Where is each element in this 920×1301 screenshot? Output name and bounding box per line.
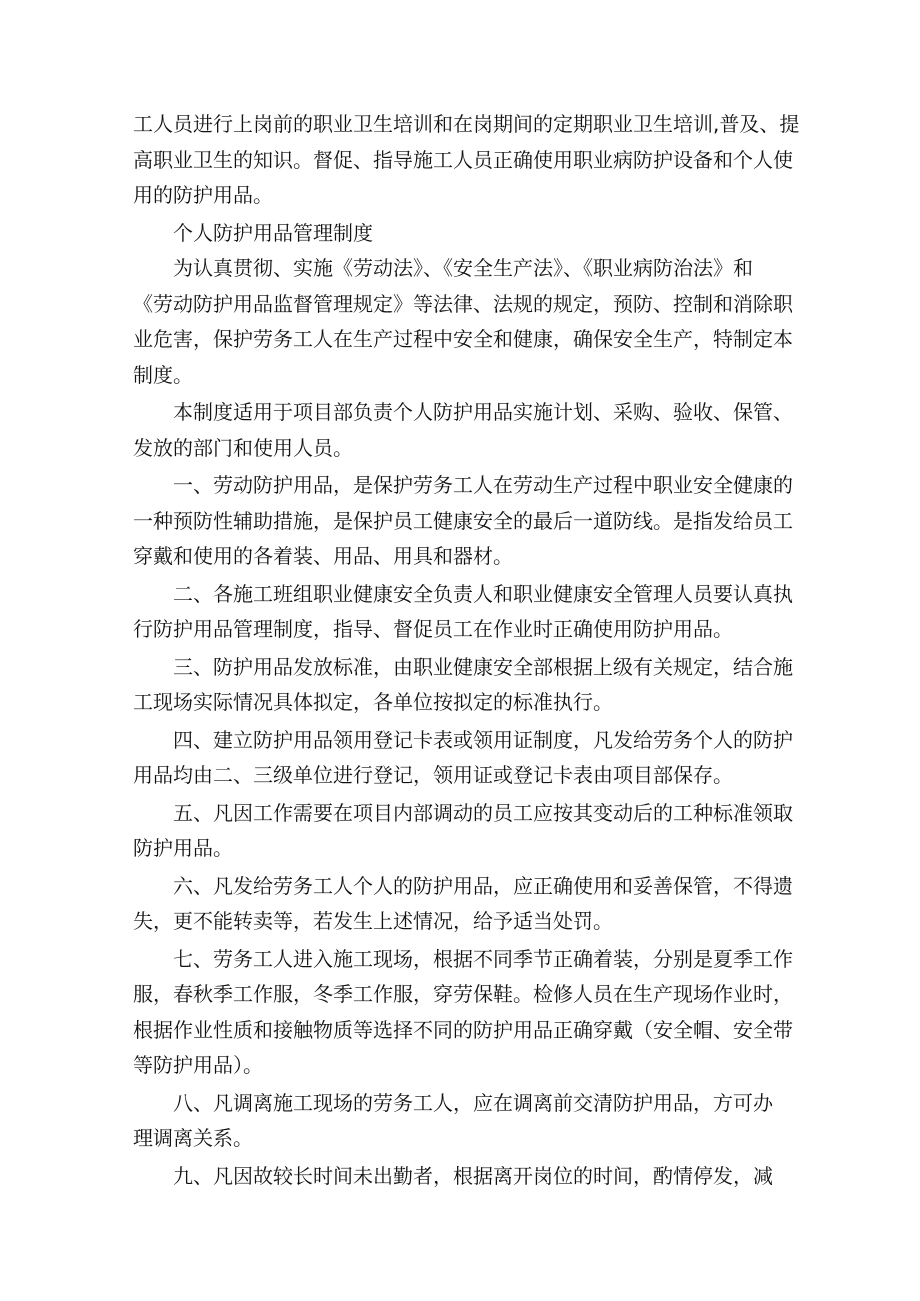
text-line: 穿戴和使用的各着装、用品、用具和器材。: [133, 544, 513, 568]
text-line: 《劳动防护用品监督管理规定》等法律、法规的规定，预防、控制和消除职: [133, 291, 793, 316]
text-line: 为认真贯彻、实施《劳动法》、《安全生产法》、《职业病防治法》和: [173, 256, 753, 280]
text-line: 四、建立防护用品领用登记卡表或领用证制度，凡发给劳务个人的防护: [173, 727, 793, 752]
clause-8: [133, 1086, 803, 1157]
text-line: 一、劳动防护用品，是保护劳务工人在劳动生产过程中职业安全健康的: [173, 473, 793, 497]
text-line: 行防护用品管理制度，指导、督促员工在作业时正确使用防护用品。: [133, 617, 733, 641]
text-line: 服，春秋季工作服，冬季工作服，穿劳保鞋。检修人员在生产现场作业时，: [133, 982, 793, 1006]
section-heading: [133, 216, 803, 252]
text-line: 高职业卫生的知识。督促、指导施工人员正确使用职业病防护设备和个人使: [133, 147, 793, 172]
text-line: 九、凡因故较长时间未出勤者，根据离开岗位的时间，酌情停发，减: [173, 1163, 773, 1188]
text-line: 制度。: [133, 362, 193, 387]
paragraph-scope: [133, 395, 803, 466]
clause-2: [133, 577, 803, 648]
text-line: 本制度适用于项目部负责个人防护用品实施计划、采购、验收、保管、: [173, 400, 793, 424]
text-line: 业危害，保护劳务工人在生产过程中安全和健康，确保安全生产，特制定本: [133, 327, 793, 351]
text-line: 等防护用品）。: [133, 1053, 263, 1077]
clause-7: [133, 942, 803, 1084]
clause-6: [133, 869, 803, 940]
text-line: 根据作业性质和接触物质等选择不同的防护用品正确穿戴（安全帽、安全带: [133, 1017, 793, 1042]
text-line: 七、劳务工人进入施工现场，根据不同季节正确着装，分别是夏季工作: [173, 946, 793, 971]
text-line: 三、防护用品发放标准，由职业健康安全部根据上级有关规定，结合施: [173, 654, 793, 679]
text-line: 用的防护用品。: [133, 183, 273, 207]
clause-5: [133, 796, 803, 867]
clause-3: [133, 650, 803, 721]
clause-9: [133, 1159, 803, 1195]
text-line: 防护用品。: [133, 836, 233, 860]
text-line: 用品均由二、三级单位进行登记，领用证或登记卡表由项目部保存。: [133, 763, 733, 787]
text-line: 工人员进行上岗前的职业卫生培训和在岗期间的定期职业卫生培训,普及、提: [133, 112, 800, 136]
text-line: 工现场实际情况具体拟定，各单位按拟定的标准执行。: [133, 690, 613, 714]
text-line: 二、各施工班组职业健康安全负责人和职业健康安全管理人员要认真执: [173, 581, 793, 606]
paragraph-training: [133, 107, 803, 214]
text-line: 一种预防性辅助措施，是保护员工健康安全的最后一道防线。是指发给员工: [133, 508, 793, 533]
clause-4: [133, 723, 803, 794]
paragraph-purpose: [133, 251, 803, 393]
text-line: 失，更不能转卖等，若发生上述情况，给予适当处罚。: [133, 909, 613, 933]
text-line: 理调离关系。: [133, 1126, 253, 1150]
text-line: 六、凡发给劳务工人个人的防护用品，应正确使用和妥善保管，不得遗: [173, 873, 793, 898]
text-line: 发放的部门和使用人员。: [133, 435, 353, 460]
clause-1: [133, 468, 803, 575]
document-body: [133, 107, 803, 1194]
section-title: 个人防护用品管理制度: [173, 220, 373, 245]
text-line: 八、凡调离施工现场的劳务工人，应在调离前交清防护用品，方可办: [173, 1090, 773, 1115]
text-line: 五、凡因工作需要在项目内部调动的员工应按其变动后的工种标准领取: [173, 800, 793, 825]
